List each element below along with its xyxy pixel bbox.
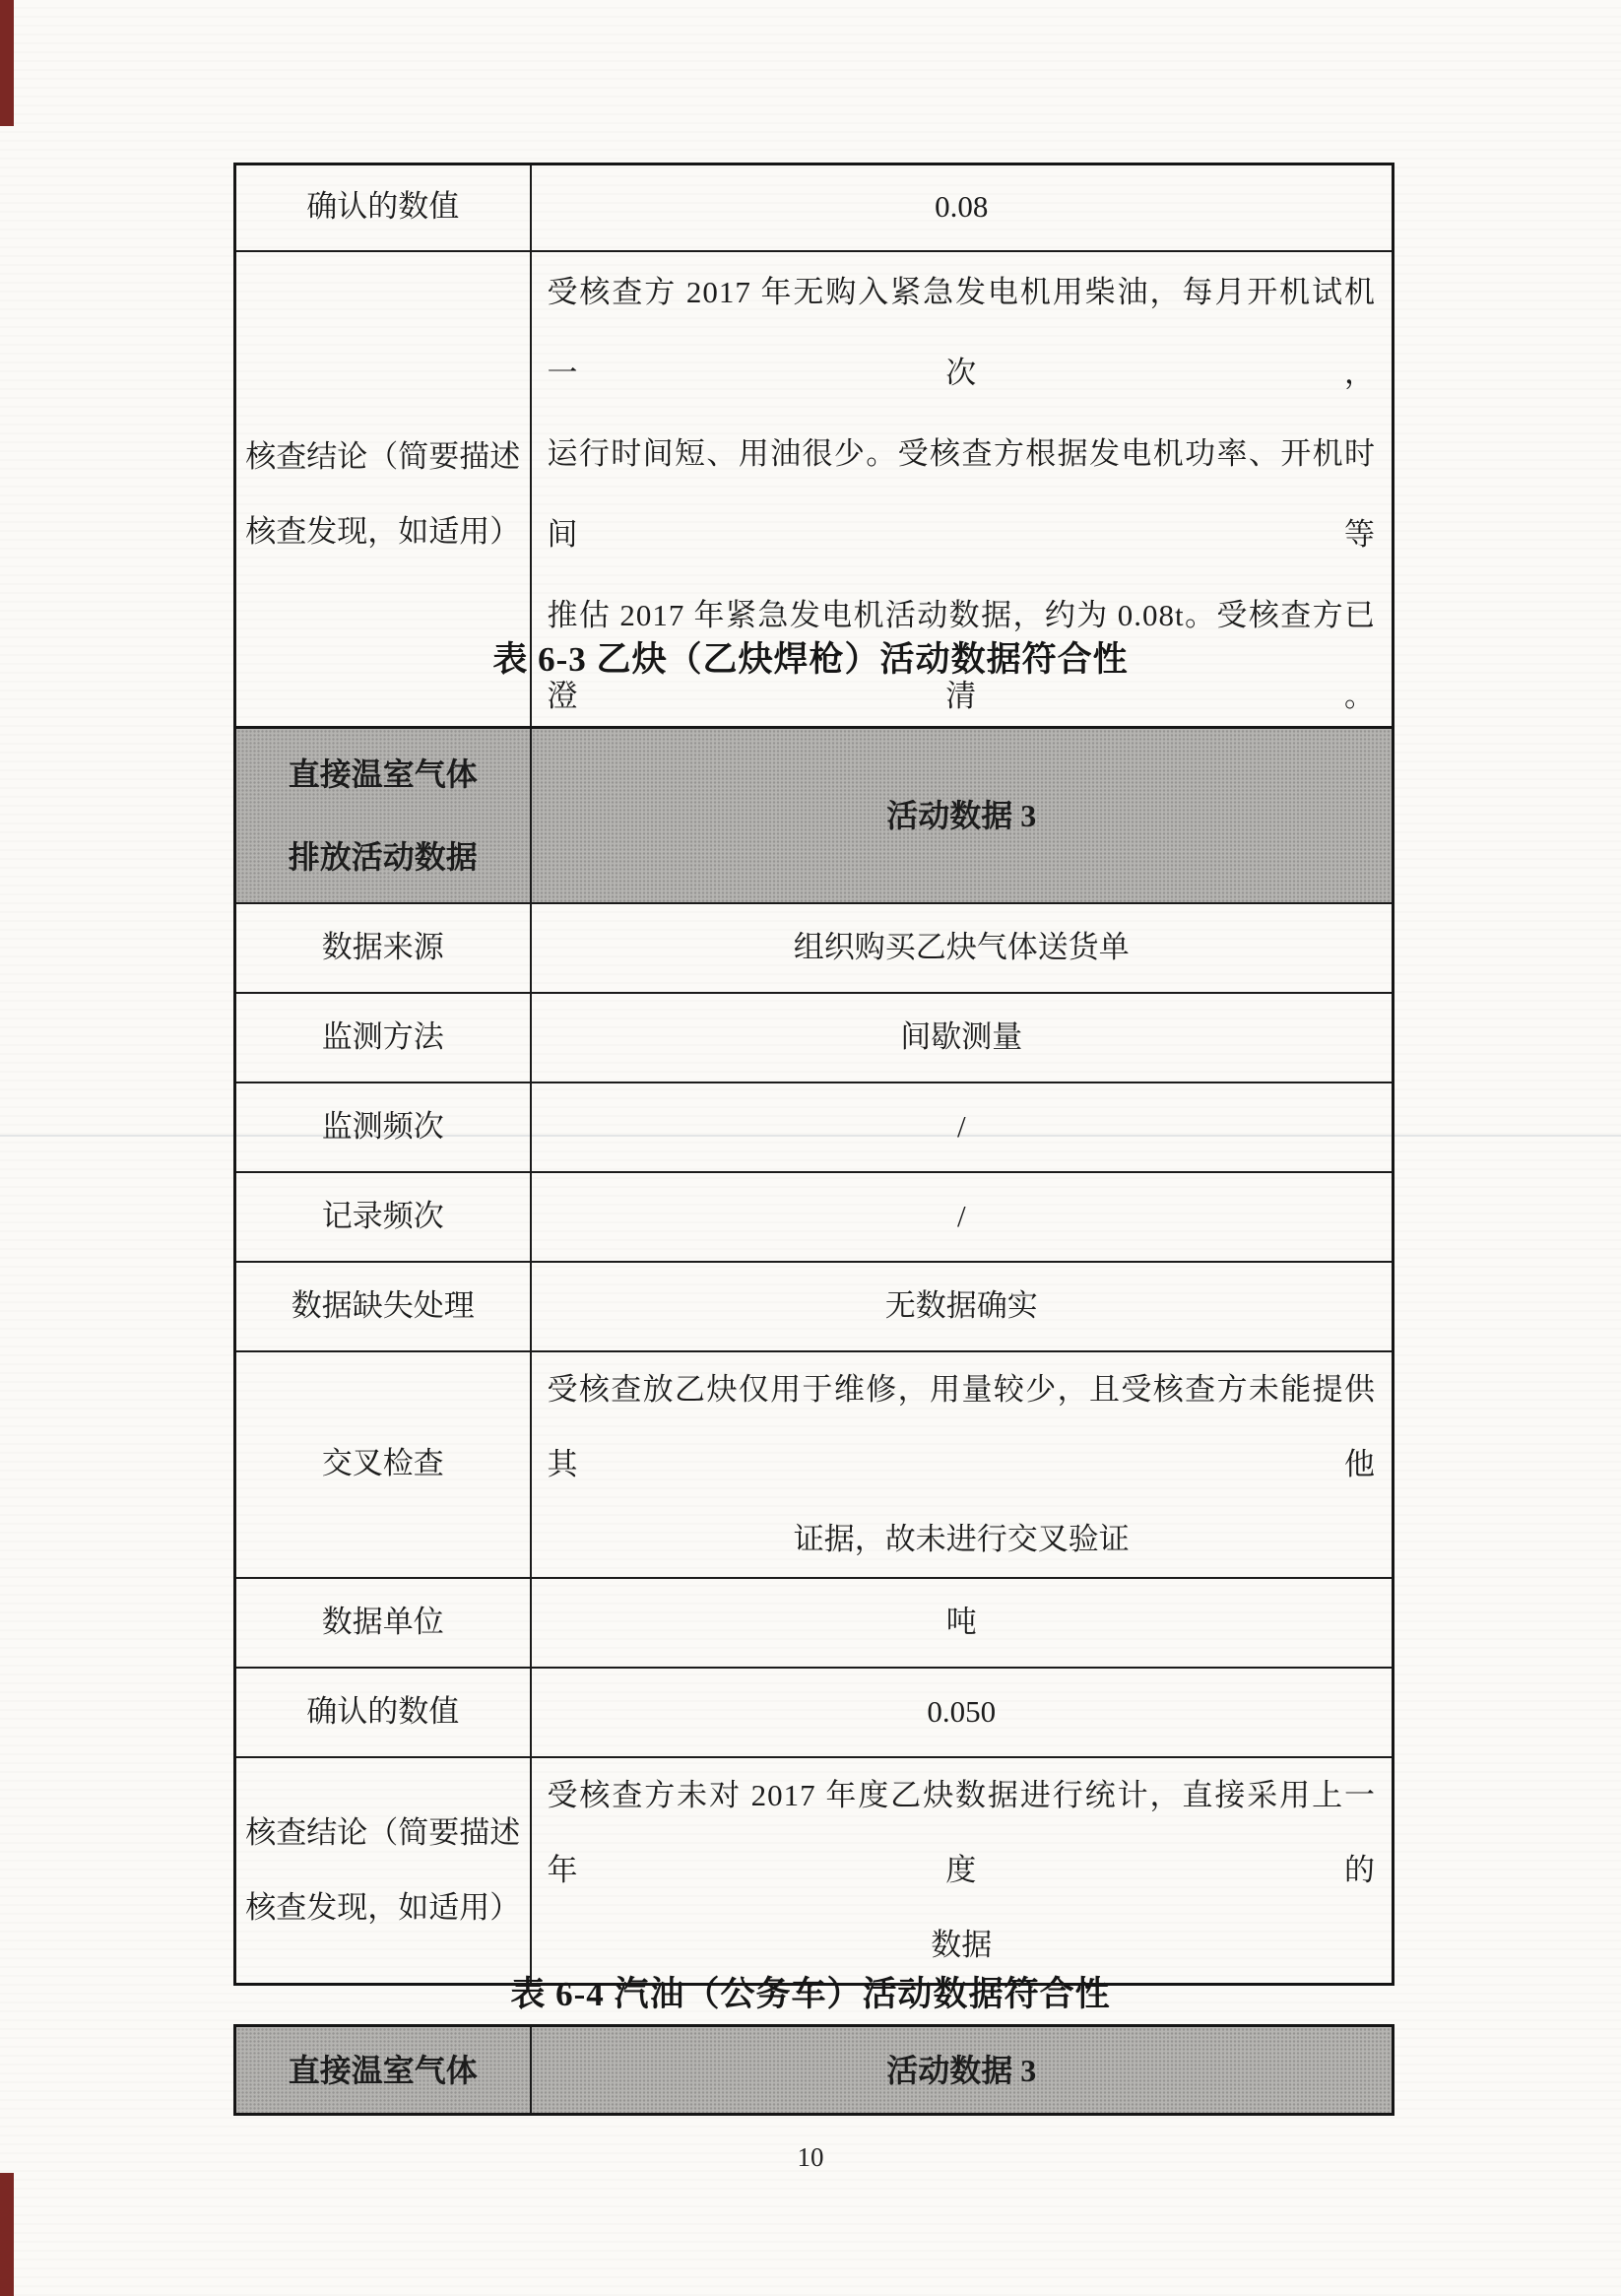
label-line: 核查发现，如适用）: [245, 1889, 521, 1925]
header-cell-activity-data-category: [235, 728, 531, 903]
table-row: [235, 993, 1394, 1082]
row-value-cross-check: [531, 1351, 1394, 1578]
row-label-monitoring-frequency: 监测频次: [235, 1082, 531, 1172]
table-6-3: [233, 726, 1394, 1986]
row-label-confirmed-value: 确认的数值: [235, 1668, 531, 1757]
table-row: [235, 1578, 1394, 1668]
row-value-data-unit: 吨: [531, 1578, 1394, 1668]
table-6-4: [233, 2024, 1394, 2116]
value-line: 受核查方 2017 年无购入紧急发电机用柴油，每月开机试机一次，: [547, 274, 1376, 390]
value-line: 推估 2017 年紧急发电机活动数据，约为 0.08t。受核查方已澄清。: [547, 597, 1376, 713]
table-row: [235, 1757, 1394, 1985]
value-line: 受核查方未对 2017 年度乙炔数据进行统计，直接采用上一年度的: [547, 1777, 1376, 1887]
value-line: 数据: [931, 1927, 993, 1962]
row-value-recording-frequency: /: [531, 1172, 1394, 1262]
table-row: [235, 1351, 1394, 1578]
table-header-row: [235, 728, 1394, 903]
scan-artifact-bottom-left: [0, 2173, 14, 2296]
table-6-4-title: 表 6-4 汽油（公务车）活动数据符合性: [510, 1975, 1111, 2013]
label-line: 核查结论（简要描述: [245, 438, 521, 474]
label-line: 核查结论（简要描述: [245, 1814, 521, 1850]
row-label-recording-frequency: 记录频次: [235, 1172, 531, 1262]
scan-artifact-top-left: [0, 0, 14, 126]
value-line: 受核查放乙炔仅用于维修，用量较少，且受核查方未能提供其他: [547, 1371, 1376, 1481]
row-value-monitoring-method: 间歇测量: [531, 993, 1394, 1082]
header-cell-activity-data-3: 活动数据 3: [531, 2026, 1394, 2115]
table-header-row: [235, 2026, 1394, 2115]
page-number: 10: [797, 2142, 824, 2172]
header-line: 排放活动数据: [288, 838, 478, 875]
value-line: 证据，故未进行交叉验证: [793, 1521, 1130, 1556]
row-value-missing-data-handling: 无数据确实: [531, 1262, 1394, 1351]
header-cell-activity-data-category: 直接温室气体: [235, 2026, 531, 2115]
row-label-missing-data-handling: 数据缺失处理: [235, 1262, 531, 1351]
row-label-monitoring-method: 监测方法: [235, 993, 531, 1082]
row-value-data-source: 组织购买乙炔气体送货单: [531, 903, 1394, 993]
header-cell-activity-data-3: 活动数据 3: [531, 728, 1394, 903]
row-value-monitoring-frequency: /: [531, 1082, 1394, 1172]
label-line: 核查发现，如适用）: [245, 513, 521, 549]
table-row: [235, 1172, 1394, 1262]
row-label-conclusion: [235, 1757, 531, 1985]
table-row: [235, 164, 1394, 251]
row-value-confirmed-value: 0.08: [531, 164, 1394, 251]
row-label-confirmed-value: 确认的数值: [235, 164, 531, 251]
table-row: [235, 1082, 1394, 1172]
table-6-3-title: 表 6-3 乙炔（乙炔焊枪）活动数据符合性: [492, 640, 1129, 679]
row-label-data-source: 数据来源: [235, 903, 531, 993]
row-label-data-unit: 数据单位: [235, 1578, 531, 1668]
table-row: [235, 1262, 1394, 1351]
value-line: 运行时间短、用油很少。受核查方根据发电机功率、开机时间等: [547, 435, 1376, 552]
header-line: 直接温室气体: [288, 755, 478, 792]
row-value-confirmed-value: 0.050: [531, 1668, 1394, 1757]
row-value-conclusion: [531, 1757, 1394, 1985]
table-row: [235, 1668, 1394, 1757]
row-label-cross-check: 交叉检查: [235, 1351, 531, 1578]
table-row: [235, 903, 1394, 993]
